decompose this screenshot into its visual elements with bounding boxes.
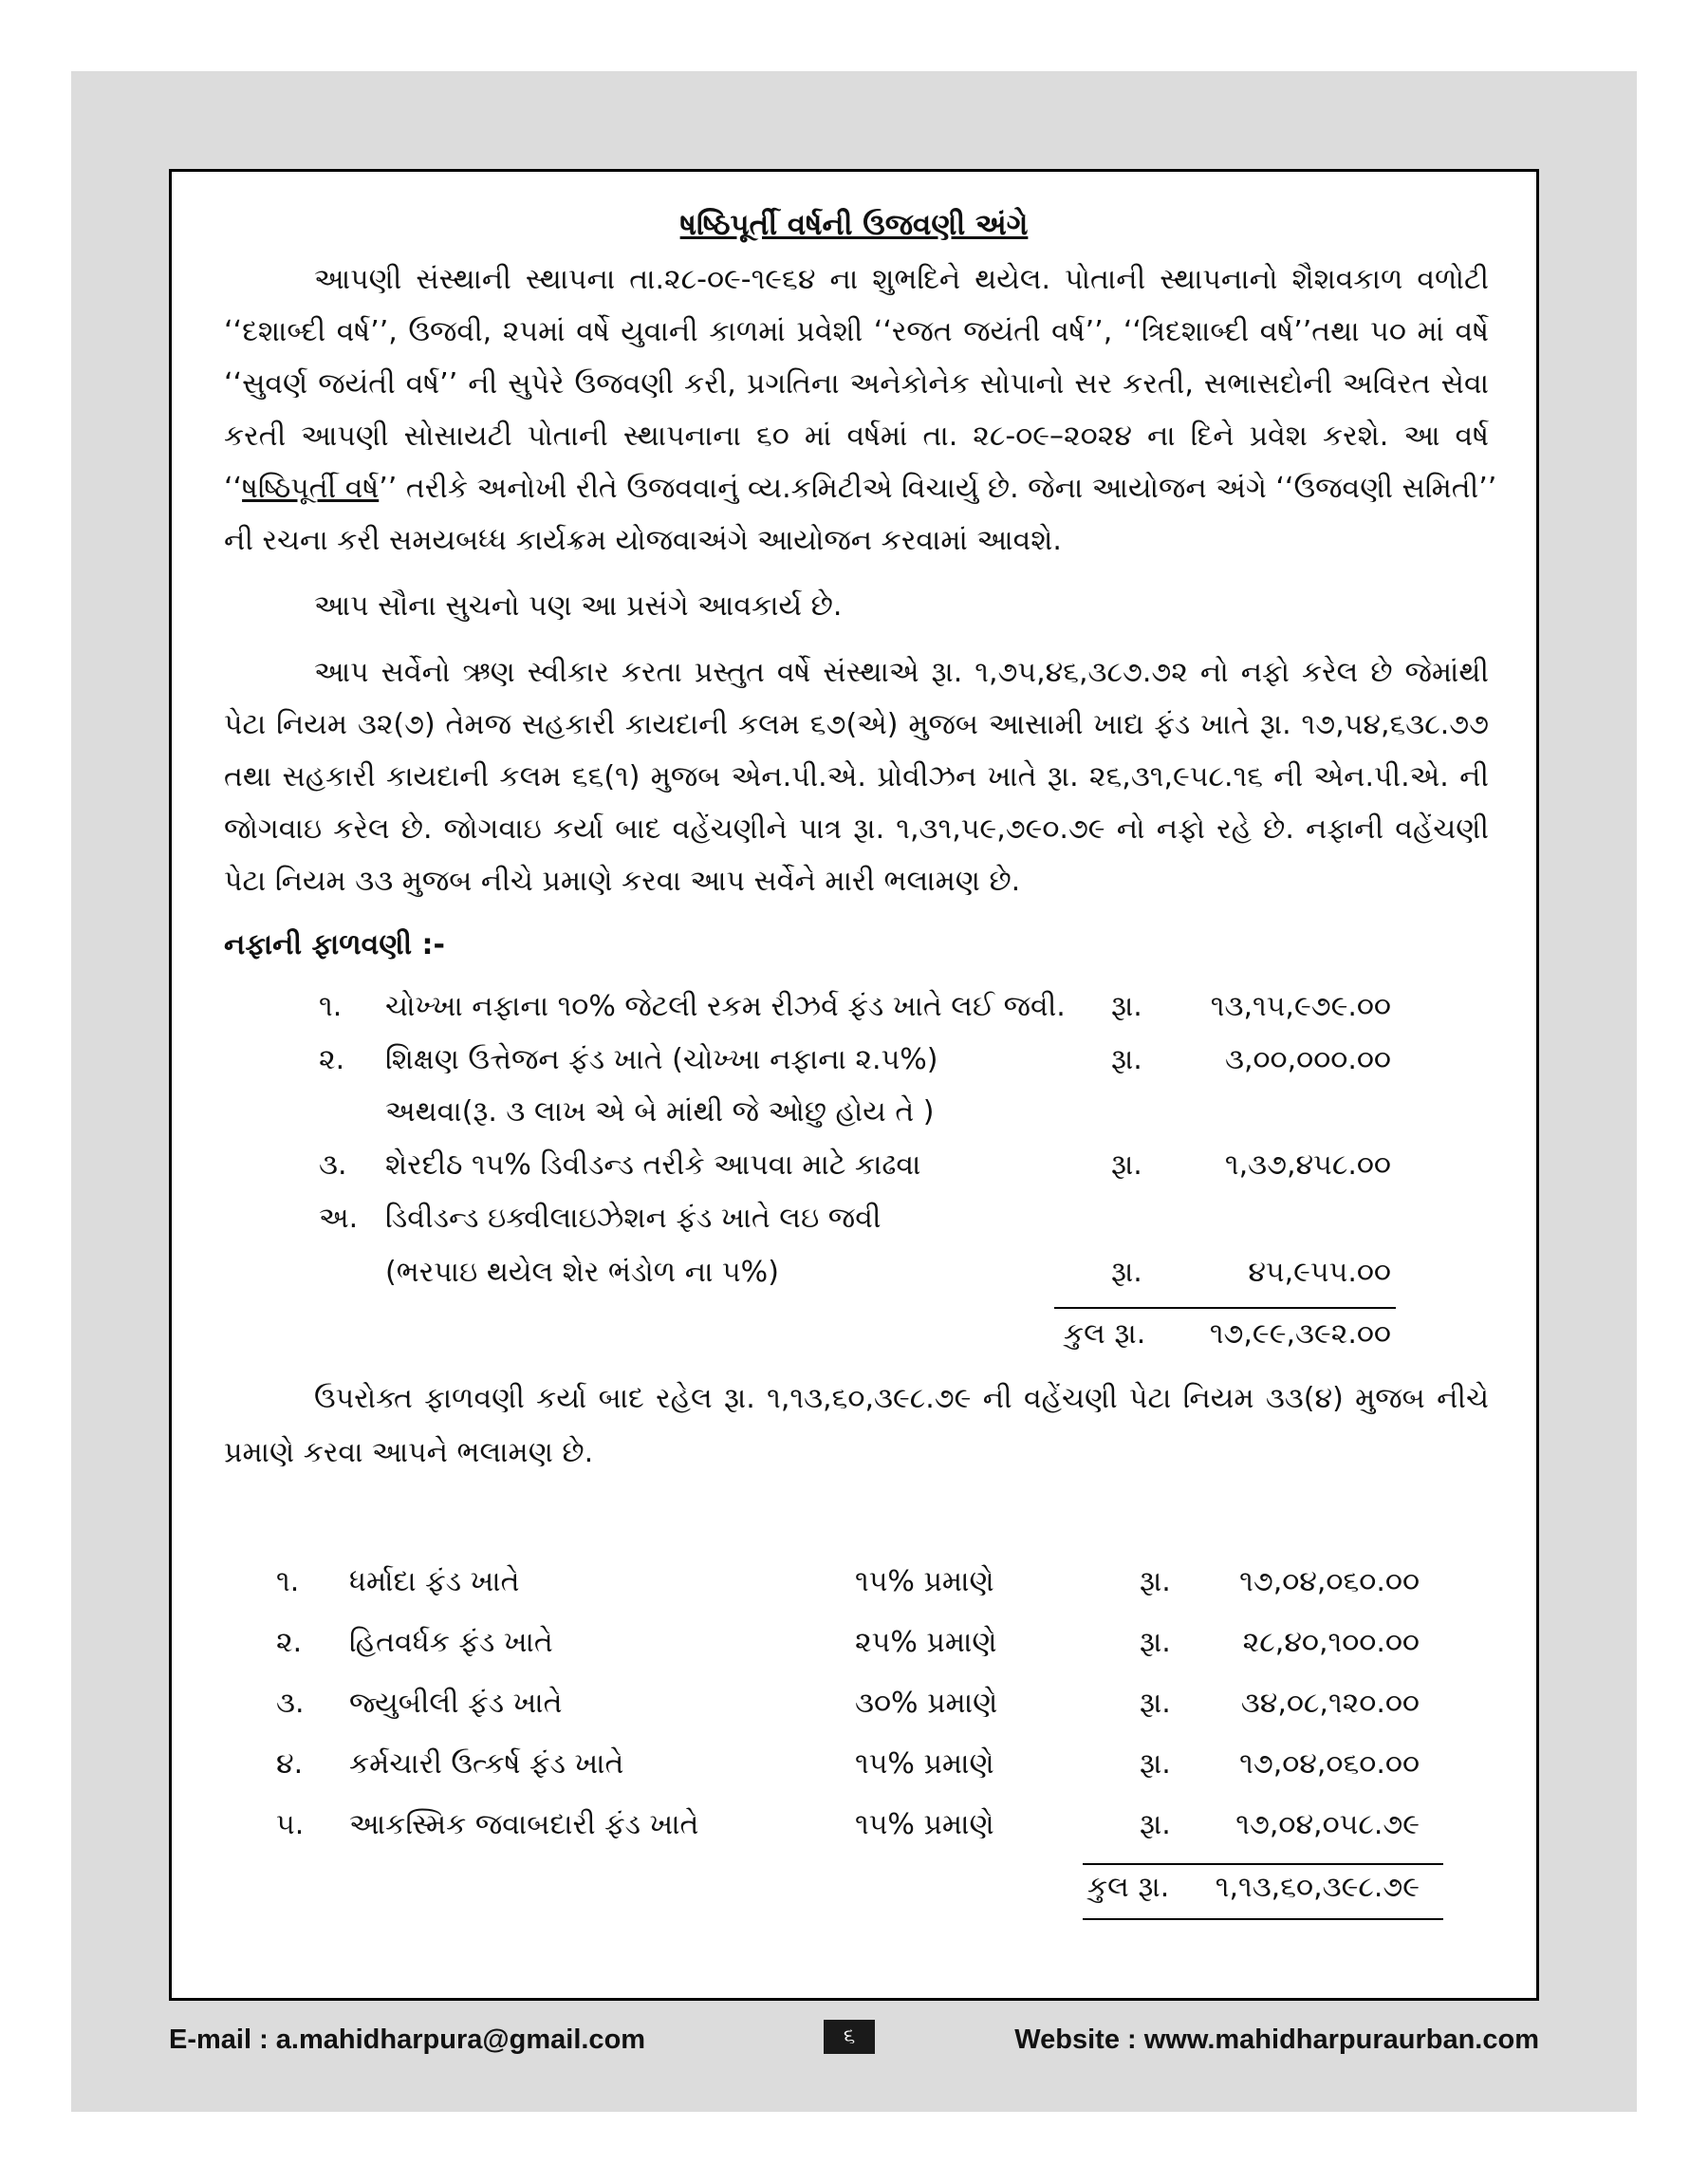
distribution-row [172,1626,1536,1666]
row-number: ૩. [319,1148,347,1182]
para1-line5 [224,472,1497,505]
amount: ૧૭,૦૪,૦૫૮.૭૯ [1235,1808,1420,1841]
amount: ૧૭,૦૪,૦૬૦.૦૦ [1239,1565,1420,1598]
total-amount: ૧,૧૩,૬૦,૩૯૮.૭૯ [1215,1871,1420,1904]
percentage: ૩૦% પ્રમાણે [855,1687,998,1720]
footer-email: E-mail : a.mahidharpura@gmail.com [169,2024,646,2055]
currency: રૂા. [1111,990,1142,1023]
row-text: શિક્ષણ ઉત્તેજન ફંડ ખાતે (ચોખ્ખા નફાના ૨.૫%) [385,1043,938,1076]
row-text: (ભરપાઇ થયેલ શેર ભંડોળ ના ૫%) [385,1256,779,1289]
total-label: કુલ રૂા. [1087,1871,1170,1904]
allocation-row [172,1043,1536,1083]
row-number: ૨. [319,1043,345,1076]
currency: રૂા. [1140,1747,1171,1781]
currency: રૂા. [1111,1256,1142,1289]
allocation-row [172,1148,1536,1188]
quote-open: ‘‘ [224,472,243,505]
fund-name: કર્મચારી ઉત્કર્ષ ફંડ ખાતે [349,1747,624,1781]
total-rule [1083,1918,1443,1920]
amount: ૩,૦૦,૦૦૦.૦૦ [1224,1043,1391,1076]
fund-name: આકસ્મિક જવાબદારી ફંડ ખાતે [349,1808,699,1841]
percentage: ૧૫% પ્રમાણે [855,1565,994,1598]
allocation-total-row [172,1317,1536,1357]
row-number: ૧. [319,990,343,1023]
allocation-heading: નફાની ફાળવણી :- [224,928,445,961]
para2: આપ સૌના સુચનો પણ આ પ્રસંગે આવકાર્ય છે. [314,589,843,623]
allocation-row [172,1202,1536,1241]
row-text: શેરદીઠ ૧૫% ડિવીડન્ડ તરીકે આપવા માટે કાઢવા [385,1148,921,1182]
amount: ૧૩,૧૫,૯૭૯.૦૦ [1210,990,1391,1023]
sashtipurti-underlined: ષષ્ઠિપૂર્તી વર્ષ [242,472,380,505]
distribution-row [172,1808,1536,1848]
currency: રૂા. [1140,1687,1171,1720]
total-amount: ૧૭,૯૯,૩૯૨.૦૦ [1209,1317,1391,1351]
document-body [172,172,1536,1998]
currency: રૂા. [1140,1565,1171,1598]
fund-name: હિતવર્ધક ફંડ ખાતે [349,1626,553,1659]
row-text: અથવા(રૂ. ૩ લાખ એ બે માંથી જે ઓછુ હોય તે ) [385,1095,935,1129]
amount: ૪૫,૯૫૫.૦૦ [1248,1256,1391,1289]
distribution-row [172,1747,1536,1787]
row-text: ડિવીડન્ડ ઇક્વીલાઇઝેશન ફંડ ખાતે લઇ જવી [385,1202,882,1235]
percentage: ૨૫% પ્રમાણે [855,1626,997,1659]
amount: ૧૭,૦૪,૦૬૦.૦૦ [1239,1747,1420,1781]
footer-website: Website : www.mahidharpuraurban.com [1014,2024,1539,2055]
page-title: ષષ્ઠિપૂર્તી વર્ષની ઉજવણી અંગે [679,208,1029,242]
allocation-row-continued [172,1095,1536,1135]
page-number: ૬ [824,2020,875,2054]
row-text: ચોખ્ખા નફાના ૧૦% જેટલી રકમ રીઝર્વ ફંડ ખાતે લઈ જવી. [385,990,1066,1023]
para4-line2: પ્રમાણે કરવા આપને ભલામણ છે. [224,1436,594,1469]
total-rule [1054,1307,1396,1309]
para1-line1: આપણી સંસ્થાની સ્થાપના તા.૨૮-૦૯-૧૯૬૪ ના શુભદિને થયેલ. પોતાની સ્થાપનાનો શૈશવકાળ વળોટી [314,263,1489,296]
currency: રૂા. [1140,1626,1171,1659]
para1-line6: ની રચના કરી સમયબધ્ધ કાર્યક્રમ યોજવાઅંગે આયોજન કરવામાં આવશે. [224,524,1062,557]
percentage: ૧૫% પ્રમાણે [855,1747,994,1781]
distribution-total-row [172,1871,1536,1911]
amount: ૨૮,૪૦,૧૦૦.૦૦ [1242,1626,1420,1659]
para3-line3: તથા સહકારી કાયદાની કલમ ૬૬(૧) મુજબ એન.પી.એ. પ્રોવીઝન ખાતે રૂા. ૨૬,૩૧,૯૫૮.૧૬ ની એન.પી.એ. ની [224,760,1489,793]
distribution-row [172,1687,1536,1726]
para3-line4: જોગવાઇ કરેલ છે. જોગવાઇ કર્યા બાદ વહેંચણીને પાત્ર રૂા. ૧,૩૧,૫૯,૭૯૦.૭૯ નો નફો રહે છે. નફાની વહેંચણી [224,812,1489,846]
para4-line1: ઉપરોક્ત ફાળવણી કર્યા બાદ રહેલ રૂા. ૧,૧૩,૬૦,૩૯૮.૭૯ ની વહેંચણી પેટા નિયમ ૩૩(૪) મુજબ નીચે [314,1382,1489,1415]
row-number: ૧. [276,1565,300,1598]
fund-name: જ્યુબીલી ફંડ ખાતે [349,1687,563,1720]
para1-line3: ‘‘સુવર્ણ જયંતી વર્ષ’’ ની સુપેરે ઉજવણી કરી, પ્રગતિના અનેકોનેક સોપાનો સર કરતી, સભાસદોની અવિરત સેવા [224,367,1489,401]
total-rule [1083,1863,1443,1865]
amount: ૩૪,૦૮,૧૨૦.૦૦ [1240,1687,1420,1720]
row-number: ૫. [276,1808,305,1841]
row-number: ૨. [276,1626,303,1659]
content-frame [169,169,1539,2001]
row-number: અ. [319,1202,359,1235]
allocation-row [172,990,1536,1030]
para3-line5: પેટા નિયમ ૩૩ મુજબ નીચે પ્રમાણે કરવા આપ સર્વેને મારી ભલામણ છે. [224,865,1021,898]
para1-line4: કરતી આપણી સોસાયટી પોતાની સ્થાપનાના ૬૦ માં વર્ષમાં તા. ૨૮-૦૯–૨૦૨૪ ના દિને પ્રવેશ કરશે. આ વર્ષ [224,420,1489,453]
fund-name: ધર્માદા ફંડ ખાતે [349,1565,520,1598]
amount: ૧,૩૭,૪૫૮.૦૦ [1224,1148,1391,1182]
total-label: કુલ રૂા. [1064,1317,1146,1351]
currency: રૂા. [1111,1043,1142,1076]
para1-line2: ‘‘દશાબ્દી વર્ષ’’, ઉજવી, ૨૫માં વર્ષે યુવાની કાળમાં પ્રવેશી ‘‘રજત જયંતી વર્ષ’’, ‘‘ત્રિદશાબ્દી વર્ષ’’તથા ૫૦ માં વર્ષે [224,315,1489,348]
para1-line5-rest: ’’ તરીકે અનોખી રીતે ઉજવવાનું વ્ય.કમિટીએ વિચાર્યુ છે. જેના આયોજન અંગે ‘‘ઉજવણી સમિતી’’ [379,472,1497,505]
percentage: ૧૫% પ્રમાણે [855,1808,994,1841]
para3-line2: પેટા નિયમ ૩૨(૭) તેમજ સહકારી કાયદાની કલમ ૬૭(એ) મુજબ આસામી ખાદ્ય ફંડ ખાતે રૂા. ૧૭,૫૪,૬૩૮.૭૭ [224,708,1489,741]
distribution-row [172,1565,1536,1605]
row-number: ૩. [276,1687,305,1720]
currency: રૂા. [1140,1808,1171,1841]
allocation-row-continued [172,1256,1536,1296]
currency: રૂા. [1111,1148,1142,1182]
para3-line1: આપ સર્વેનો ઋણ સ્વીકાર કરતા પ્રસ્તુત વર્ષે સંસ્થાએ રૂા. ૧,૭૫,૪૬,૩૮૭.૭૨ નો નફો કરેલ છે જેમાંથી [314,656,1489,689]
row-number: ૪. [276,1747,304,1781]
